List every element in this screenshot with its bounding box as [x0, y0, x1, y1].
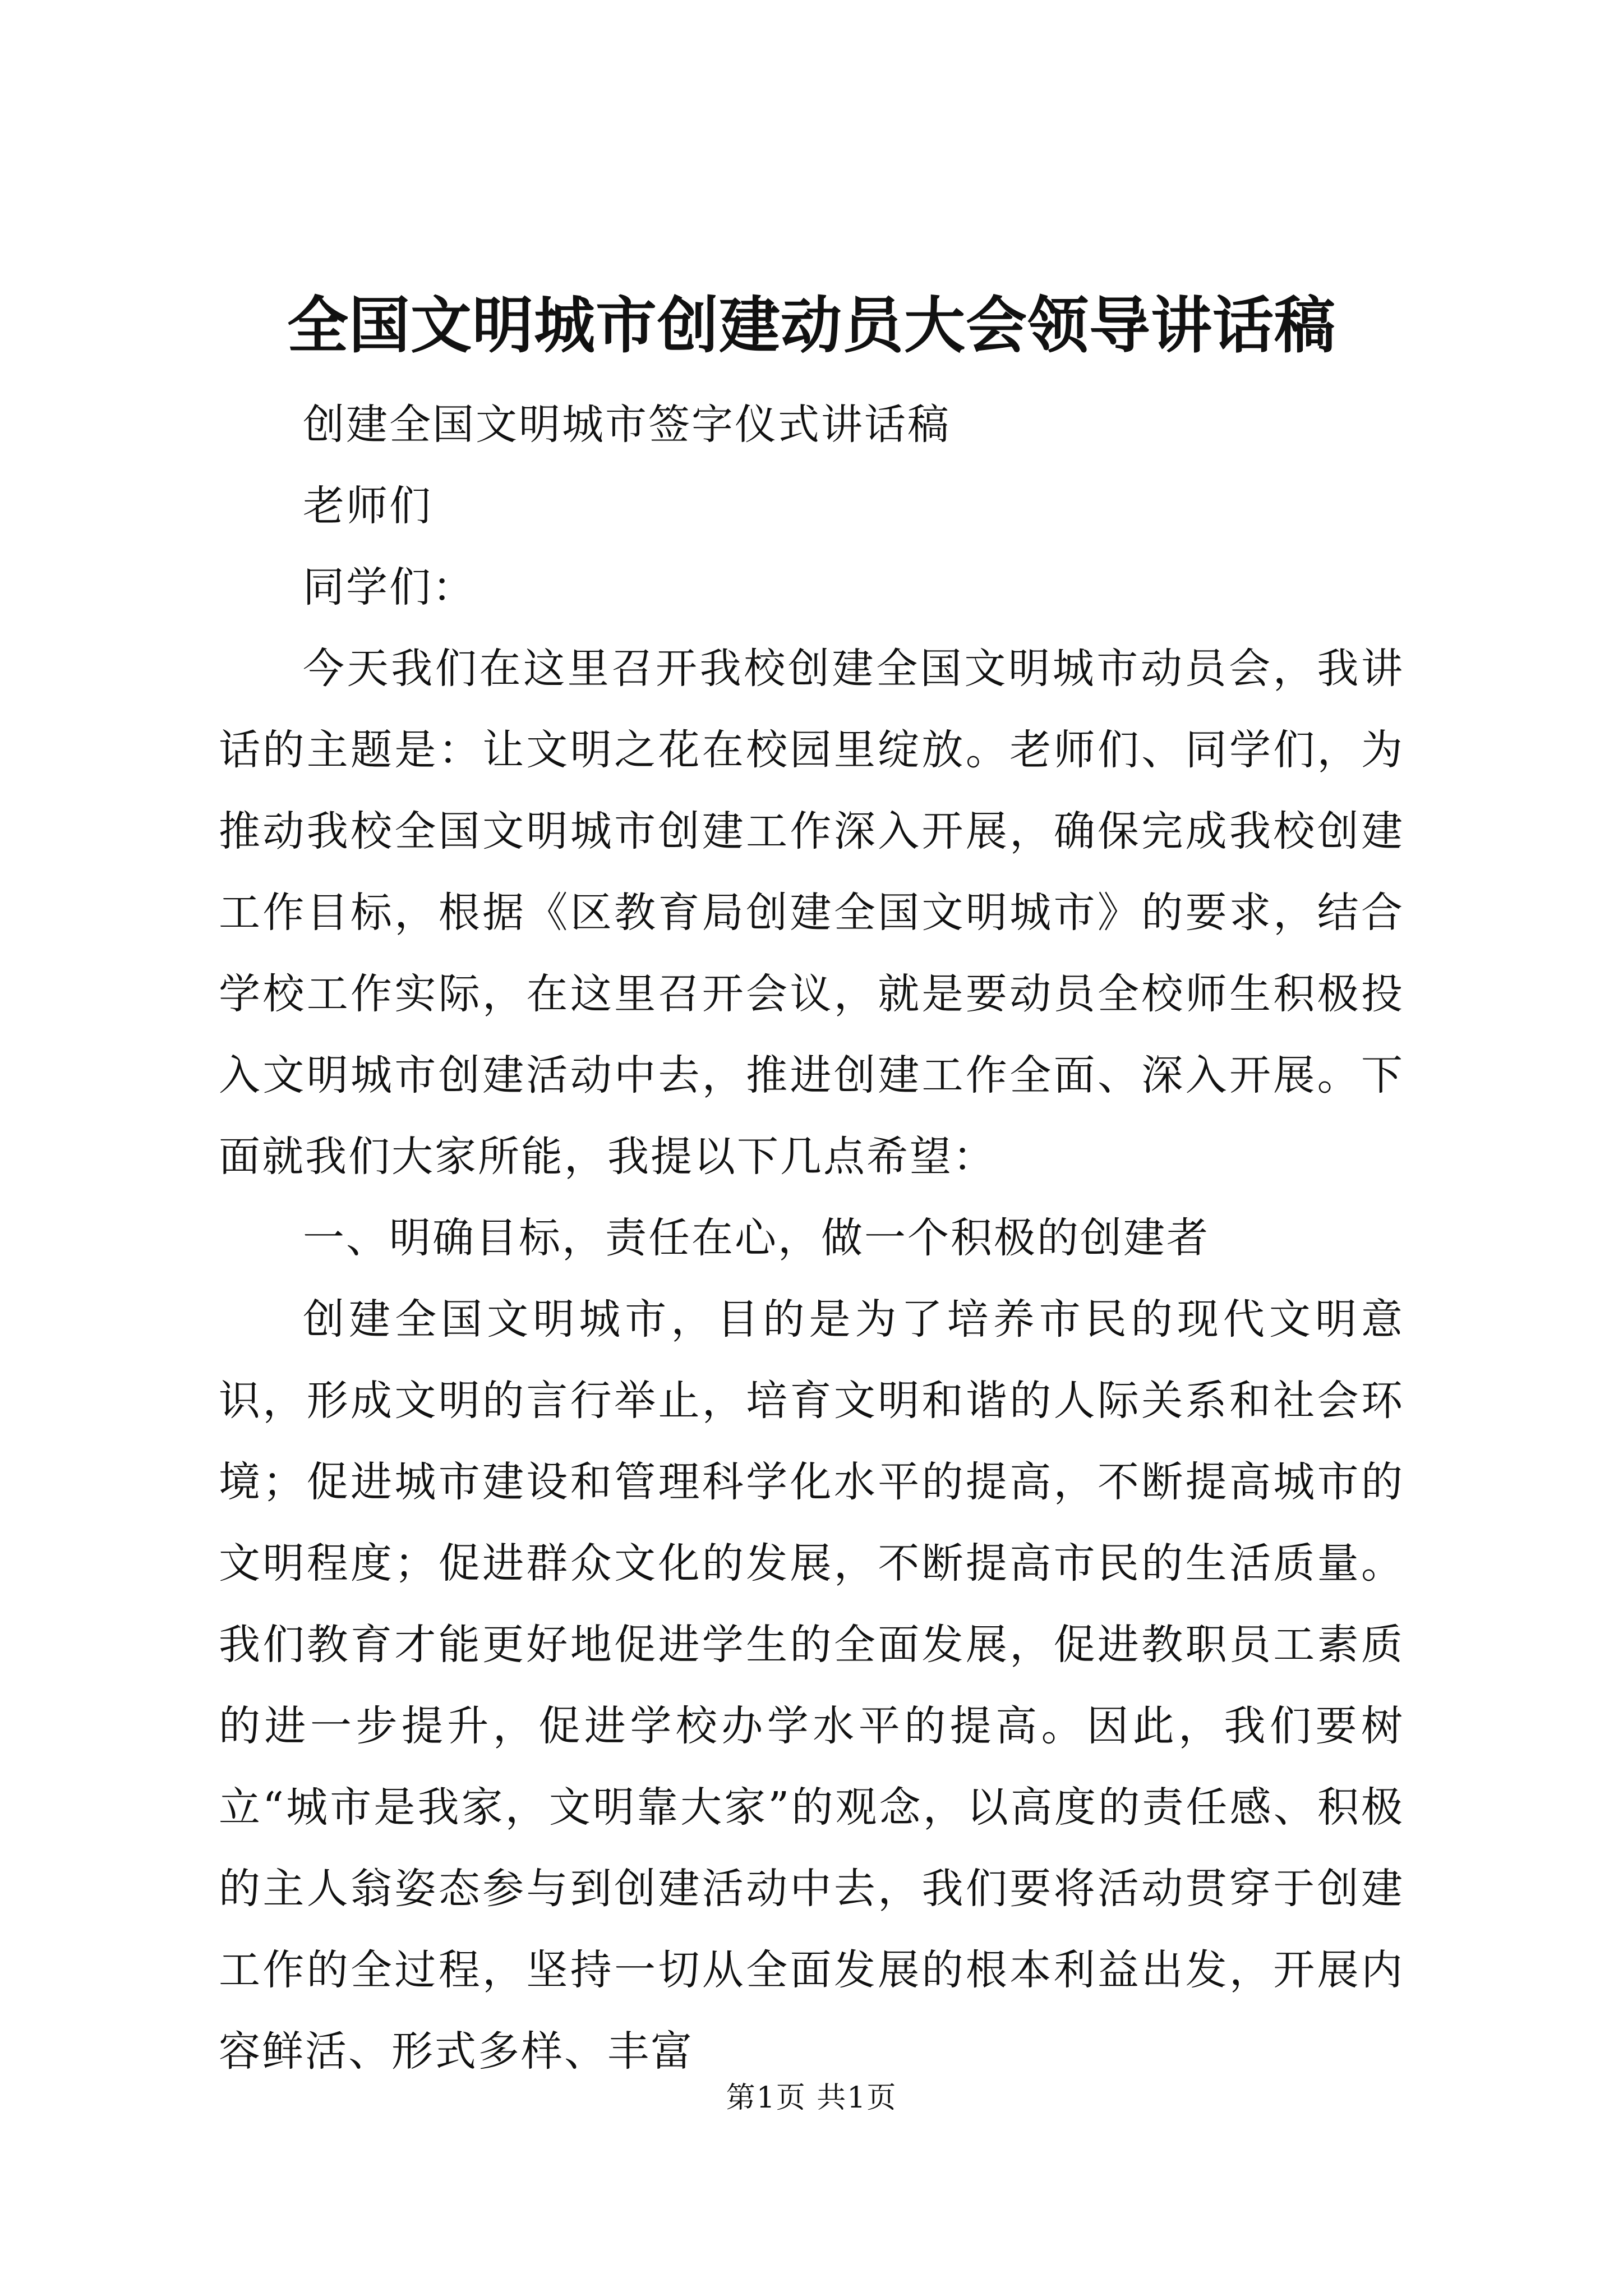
document-body [219, 384, 1404, 2092]
section-heading: 一、明确目标，责任在心，做一个积极的创建者 [303, 1214, 1210, 1262]
salutation-students: 同学们： [303, 563, 476, 611]
subtitle-paragraph: 创建全国文明城市签字仪式讲话稿 [303, 401, 951, 449]
body-paragraph: 今天我们在这里召开我校创建全国文明城市动员会，我讲话的主题是：让文明之花在校园里绽放。老师们、同学们，为推动我校全国文明城市创建工作深入开展，确保完成我校创建工作目标，根据《区教育局创建全国文明城市》的要求，结合学校工作实际，在这里召开会议，就是要动员全校师生积极投入文明城市创建活动中去，推进创建工作全面、深入开展。下面就我们大家所能，我提以下几点希望： [219, 645, 1404, 1181]
page-footer: 第1页 共1页 [726, 2081, 897, 2115]
body-paragraph: 创建全国文明城市，目的是为了培养市民的现代文明意识，形成文明的言行举止，培育文明和谐的人际关系和社会环境；促进城市建设和管理科学化水平的提高，不断提高城市的文明程度；促进群众文化的发展，不断提高市民的生活质量。我们教育才能更好地促进学生的全面发展，促进教职员工素质的进一步提升，促进学校办学水平的提高。因此，我们要树立“城市是我家，文明靠大家”的观念，以高度的责任感、积极的主人翁姿态参与到创建活动中去，我们要将活动贯穿于创建工作的全过程，坚持一切从全面发展的根本利益出发，开展内容鲜活、形式多样、丰富 [219, 1295, 1404, 2076]
salutation-teachers: 老师们 [303, 482, 432, 530]
document-title: 全国文明城市创建动员大会领导讲话稿 [287, 289, 1336, 361]
